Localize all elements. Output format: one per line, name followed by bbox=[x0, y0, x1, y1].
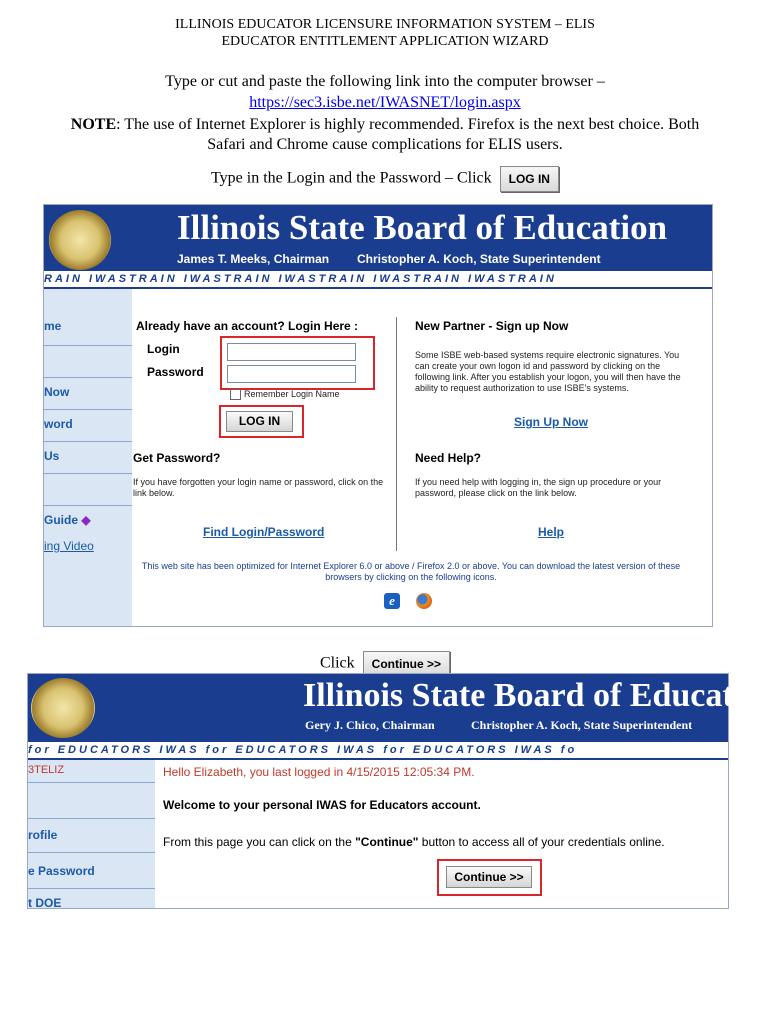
banner-title: Illinois State Board of Education bbox=[177, 208, 668, 247]
banner-chairman: James T. Meeks, Chairman bbox=[177, 252, 330, 266]
welcome-page-screenshot bbox=[27, 673, 779, 910]
left-nav bbox=[44, 289, 132, 626]
note-line1: : The use of Internet Explorer is highly recommended. Firefox is the next best choice. Both bbox=[116, 116, 700, 133]
nav-item-video[interactable]: ing Video bbox=[44, 539, 94, 553]
nav-item-profile[interactable]: rofile bbox=[28, 828, 58, 842]
remember-label: Remember Login Name bbox=[244, 389, 340, 399]
login-button[interactable]: LOG IN bbox=[226, 411, 293, 432]
iwas-strip-2: for EDUCATORS IWAS for EDUCATORS IWAS for EDUCATORS IWAS fo bbox=[28, 742, 728, 760]
instruction-prefix: From this page you can click on the bbox=[163, 835, 356, 849]
remember-checkbox[interactable] bbox=[230, 389, 241, 400]
firefox-icon[interactable] bbox=[416, 593, 432, 609]
instruction-suffix: button to access all of your credentials online. bbox=[418, 835, 665, 849]
nav-guide-label: Guide bbox=[44, 513, 79, 527]
nav-item-contact[interactable]: Us bbox=[44, 449, 60, 463]
nav-item-home[interactable]: me bbox=[44, 319, 62, 333]
banner-superintendent-2: Christopher A. Koch, State Superintendent bbox=[471, 718, 693, 732]
get-password-heading: Get Password? bbox=[133, 451, 221, 465]
partner-heading: New Partner - Sign up Now bbox=[415, 319, 569, 333]
nav-item-guide[interactable] bbox=[44, 513, 91, 527]
nav-item-doe[interactable]: t DOE bbox=[28, 896, 62, 910]
password-label: Password bbox=[147, 365, 204, 379]
note-line2: Safari and Chrome cause complications for ELIS users. bbox=[207, 136, 563, 153]
login-label: Login bbox=[147, 342, 180, 356]
browser-footer-text: This web site has been optimized for Internet Explorer 6.0 or above / Firefox 2.0 or above. You can download the latest version of these browsers by clicking on the following icons. bbox=[141, 561, 681, 582]
click-label: Click bbox=[319, 654, 355, 672]
partner-text: Some ISBE web-based systems require electronic signatures. You can create your own logon id and password by clicking on the following link. After you establish your logon, you will then have the ability to request authorization to use ISBE's systems. bbox=[415, 350, 681, 393]
banner-title-2: Illinois State Board of Education bbox=[303, 677, 779, 714]
left-nav-2 bbox=[28, 760, 155, 908]
isbe-banner-2 bbox=[28, 674, 779, 742]
nav-user-label: 3TELIZ bbox=[28, 764, 65, 776]
doc-title-line2: EDUCATOR ENTITLEMENT APPLICATION WIZARD bbox=[221, 34, 549, 49]
note-label: NOTE bbox=[70, 116, 117, 133]
login-url-link[interactable]: https://sec3.isbe.net/IWASNET/login.aspx bbox=[249, 94, 521, 111]
continue-highlight-box bbox=[437, 859, 542, 896]
login-instruction-text: Type in the Login and the Password – Click bbox=[211, 169, 492, 187]
internet-explorer-icon[interactable]: e bbox=[384, 593, 400, 609]
banner-superintendent: Christopher A. Koch, State Superintendent bbox=[357, 252, 601, 266]
banner-chairman-2: Gery J. Chico, Chairman bbox=[305, 718, 435, 732]
help-link[interactable]: Help bbox=[538, 525, 565, 539]
isbe-banner bbox=[44, 205, 712, 271]
nav-item-change-password[interactable]: e Password bbox=[28, 864, 95, 878]
column-divider bbox=[396, 317, 397, 551]
get-password-text: If you have forgotten your login name or password, click on the link below. bbox=[133, 477, 384, 498]
need-help-heading: Need Help? bbox=[415, 451, 482, 465]
continue-instruction-text bbox=[163, 835, 665, 849]
continue-button-sample: Continue >> bbox=[363, 651, 450, 677]
last-logged-text: Hello Elizabeth, you last logged in 4/15/2015 12:05:34 PM. bbox=[163, 765, 475, 779]
iwas-strip: RAIN IWASTRAIN IWASTRAIN IWASTRAIN IWASTRAIN IWASTRAIN bbox=[44, 271, 712, 289]
state-seal-icon bbox=[49, 210, 111, 270]
note-paragraph bbox=[0, 115, 770, 135]
continue-button[interactable]: Continue >> bbox=[446, 866, 532, 888]
doc-title-line1: ILLINOIS EDUCATOR LICENSURE INFORMATION SYSTEM – ELIS bbox=[175, 17, 595, 32]
instruction-link-text: Type or cut and paste the following link into the computer browser – bbox=[165, 73, 605, 90]
book-icon: ◆ bbox=[81, 513, 91, 527]
state-seal-icon-2 bbox=[31, 678, 95, 738]
need-help-text: If you need help with logging in, the sign up procedure or your password, please click on the link below. bbox=[415, 477, 662, 498]
login-instruction bbox=[0, 166, 770, 192]
nav-item-password[interactable]: word bbox=[44, 417, 73, 431]
login-button-highlight bbox=[219, 405, 304, 438]
instruction-emphasis: "Continue" bbox=[355, 835, 419, 849]
find-login-link[interactable]: Find Login/Password bbox=[203, 525, 325, 539]
login-button-sample: LOG IN bbox=[500, 166, 559, 192]
signup-link[interactable]: Sign Up Now bbox=[514, 415, 588, 429]
login-page-screenshot bbox=[43, 204, 713, 627]
nav-item-signup[interactable]: Now bbox=[44, 385, 70, 399]
login-highlight-box bbox=[220, 336, 375, 390]
welcome-text: Welcome to your personal IWAS for Educators account. bbox=[163, 798, 481, 812]
login-heading: Already have an account? Login Here : bbox=[136, 319, 359, 333]
